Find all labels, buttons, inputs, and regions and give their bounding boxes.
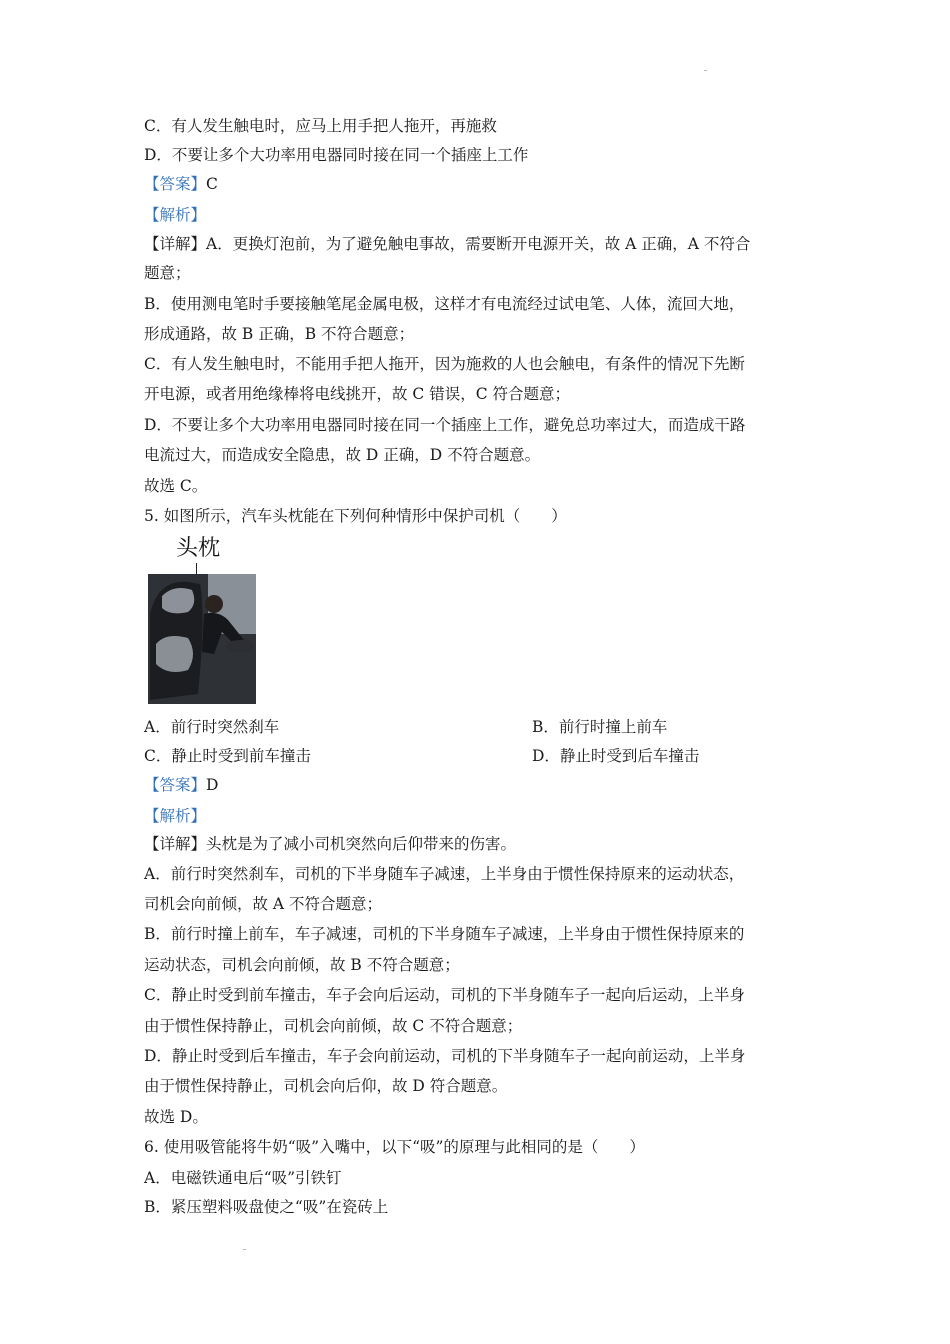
text-line bbox=[144, 1107, 208, 1127]
text-line bbox=[144, 205, 206, 225]
text-line bbox=[144, 1016, 522, 1036]
text-line bbox=[144, 894, 382, 914]
line-text: B．使用测电笔时手要接触笔尾金属电极，这样才有电流经过试电笔、人体，流回大地， bbox=[144, 295, 745, 313]
line-text: 故选 C。 bbox=[144, 477, 208, 495]
text-line bbox=[144, 116, 497, 136]
text-line bbox=[144, 924, 744, 944]
line-text: C．有人发生触电时，应马上用手把人拖开，再施救 bbox=[144, 117, 497, 135]
text-line bbox=[144, 145, 528, 165]
headrest-photo bbox=[148, 574, 256, 704]
option-q5: C．静止时受到前车撞击 bbox=[144, 747, 311, 765]
line-text: 由于惯性保持静止，司机会向后仰，故 D 符合题意。 bbox=[144, 1077, 508, 1095]
text-line bbox=[144, 955, 460, 975]
text-line bbox=[144, 834, 516, 854]
line-text: D bbox=[206, 776, 219, 794]
text-line bbox=[144, 174, 218, 194]
line-text: 司机会向前倾，故 A 不符合题意； bbox=[144, 895, 383, 913]
text-line bbox=[144, 864, 744, 884]
text-line bbox=[144, 294, 744, 314]
text-line bbox=[144, 234, 750, 254]
line-text: 故选 D。 bbox=[144, 1108, 208, 1126]
line-text: 开电源，或者用绝缘棒将电线挑开，故 C 错误，C 符合题意； bbox=[144, 385, 571, 403]
line-text: D．静止时受到后车撞击，车子会向前运动，司机的下半身随车子一起向前运动，上半身 bbox=[144, 1047, 746, 1065]
line-text: C．有人发生触电时，不能用手把人拖开，因为施救的人也会触电，有条件的情况下先断 bbox=[144, 355, 745, 373]
text-line bbox=[144, 985, 745, 1005]
text-line bbox=[144, 1076, 507, 1096]
line-text: 由于惯性保持静止，司机会向前倾，故 C 不符合题意； bbox=[144, 1017, 523, 1035]
text-line bbox=[144, 806, 206, 826]
line-text: B．紧压塑料吸盘使之“吸”在瓷砖上 bbox=[144, 1198, 389, 1216]
line-text: 形成通路，故 B 正确，B 不符合题意； bbox=[144, 325, 415, 343]
line-text: A．电磁铁通电后“吸”引铁钉 bbox=[144, 1169, 342, 1187]
line-text: C．静止时受到前车撞击，车子会向后运动，司机的下半身随车子一起向后运动，上半身 bbox=[144, 986, 745, 1004]
text-line bbox=[144, 476, 207, 496]
section-tag: 【解析】 bbox=[144, 807, 207, 825]
line-text: D．不要让多个大功率用电器同时接在同一个插座上工作 bbox=[144, 146, 529, 164]
line-text: 【详解】A．更换灯泡前，为了避免触电事故，需要断开电源开关，故 A 正确，A 不符合 bbox=[144, 235, 751, 253]
section-tag: 【解析】 bbox=[144, 206, 207, 224]
text-line bbox=[144, 1168, 342, 1188]
section-tag: 【答案】 bbox=[144, 776, 207, 794]
text-line bbox=[144, 324, 414, 344]
text-line bbox=[144, 415, 745, 435]
text-line bbox=[144, 1137, 645, 1157]
text-line bbox=[144, 384, 570, 404]
line-text: D．不要让多个大功率用电器同时接在同一个插座上工作，避免总功率过大，而造成干路 bbox=[144, 416, 746, 434]
line-text: 电流过大，而造成安全隐患，故 D 正确，D 不符合题意。 bbox=[144, 446, 541, 464]
text-line bbox=[144, 445, 540, 465]
line-text: 6. 使用吸管能将牛奶“吸”入嘴中，以下“吸”的原理与此相同的是（ ） bbox=[144, 1138, 645, 1156]
line-text: A．前行时突然刹车，司机的下半身随车子减速，上半身由于惯性保持原来的运动状态， bbox=[144, 865, 745, 883]
option-q5: B．前行时撞上前车 bbox=[532, 718, 668, 736]
text-line bbox=[144, 775, 218, 795]
text-line bbox=[144, 506, 567, 526]
line-text: 运动状态，司机会向前倾，故 B 不符合题意； bbox=[144, 956, 460, 974]
line-text: 题意； bbox=[144, 264, 191, 282]
line-text: 【详解】头枕是为了减小司机突然向后仰带来的伤害。 bbox=[144, 835, 517, 853]
text-line bbox=[144, 1046, 745, 1066]
line-text: B．前行时撞上前车，车子减速，司机的下半身随车子减速，上半身由于惯性保持原来的 bbox=[144, 925, 745, 943]
text-line bbox=[144, 354, 745, 374]
car-seat-illustration bbox=[148, 574, 256, 704]
line-text: 5. 如图所示，汽车头枕能在下列何种情形中保护司机（ ） bbox=[144, 507, 567, 525]
scan-mark bbox=[704, 70, 707, 71]
figure-label: 头枕 bbox=[176, 536, 221, 561]
option-q5: A．前行时突然刹车 bbox=[144, 718, 280, 736]
line-text: C bbox=[206, 175, 218, 193]
text-line bbox=[144, 263, 191, 283]
section-tag: 【答案】 bbox=[144, 175, 207, 193]
option-q5: D．静止时受到后车撞击 bbox=[532, 747, 700, 765]
text-line bbox=[144, 1197, 388, 1217]
scan-mark bbox=[243, 1249, 246, 1250]
